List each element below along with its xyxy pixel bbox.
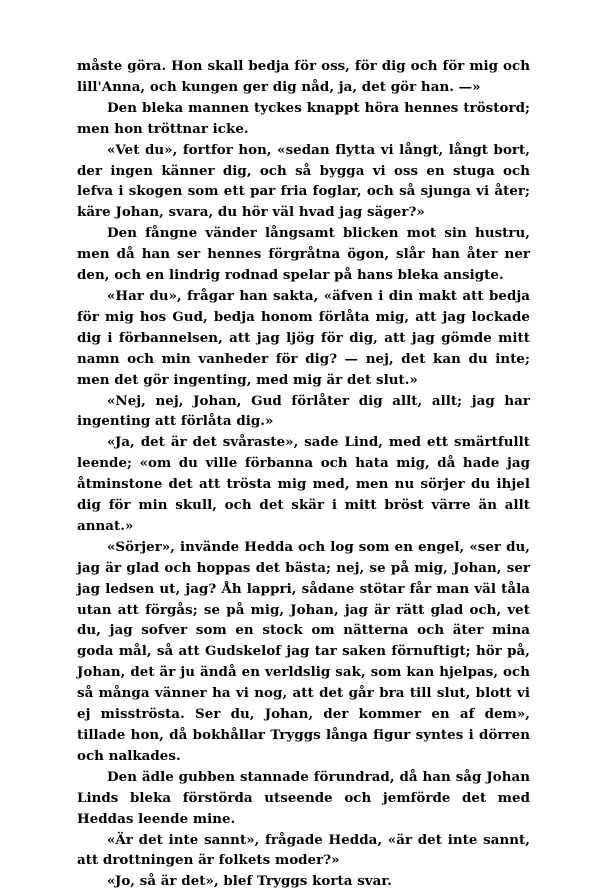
- paragraph-4: Den fångne vänder långsamt blicken mot sin hustru, men då han ser hennes förgråtna ögon, slår han åter ner den, och en lindrig rodnad spelar på hans bleka ansigte.: [77, 225, 530, 284]
- paragraph-8: «Sörjer», invände Hedda och log som en engel, «ser du, jag är glad och hoppas det bästa; nej, se på mig, Johan, ser jag ledsen ut, jag? Åh lappri, sådane stötar får man väl tåla utan att förgås; se på mig, Johan, jag är rätt glad och, vet du, jag sofver som en stock om nätterna och äter mina goda mål, så att Gudskelof jag tar saken förnuftigt; hör på, Johan, det är ju ändå en verldslig sak, som kan hjelpas, och så många vänner ha vi nog, att det går bra till slut, blott vi ej misströsta. Ser du, Johan, der kommer en af dem», tillade hon, då bokhållar Tryggs långa figur syntes i dörren och nalkades.: [77, 538, 530, 764]
- paragraph-2: Den bleka mannen tyckes knappt höra hennes tröstord; men hon tröttnar icke.: [77, 99, 530, 137]
- paragraph-10: «Är det inte sannt», frågade Hedda, «är det inte sannt, att drottningen är folkets moder?»: [77, 831, 530, 869]
- paragraph-9: Den ädle gubben stannade förundrad, då han såg Johan Linds bleka förstörda utseende och jemförde det med Heddas leende mine.: [77, 768, 530, 827]
- paragraph-5: «Har du», frågar han sakta, «äfven i din makt att bedja för mig hos Gud, bedja honom förlåta mig, att jag lockade dig i förbannelsen, att jag ljög för dig, att jag gömde mitt namn och min vanheder för dig? — nej, det kan du inte; men det gör ingenting, med mig är det slut.»: [77, 287, 530, 388]
- paragraph-7: «Ja, det är det svåraste», sade Lind, med ett smärtfullt leende; «om du ville förbanna och hata mig, då hade jag åtminstone det att trösta mig med, men nu sörjer du ihjel dig för min skull, och det skär i mitt bröst värre än allt annat.»: [77, 434, 530, 534]
- paragraph-3: «Vet du», fortfor hon, «sedan flytta vi långt, långt bort, der ingen känner dig, och så bygga vi oss en stuga och lefva i skogen som ett par fria foglar, och så sjunga vi åter; käre Johan, svara, du hör väl hvad jag säger?»: [77, 141, 530, 221]
- page-body-text: [77, 56, 530, 892]
- paragraph-11: «Jo, så är det», blef Tryggs korta svar.: [107, 873, 392, 890]
- paragraph-6: «Nej, nej, Johan, Gud förlåter dig allt, allt; jag har ingenting att förlåta dig.»: [77, 392, 530, 430]
- paragraph-1: måste göra. Hon skall bedja för oss, för dig och för mig och lill'Anna, och kungen ger dig nåd, ja, det gör han. —»: [77, 58, 530, 95]
